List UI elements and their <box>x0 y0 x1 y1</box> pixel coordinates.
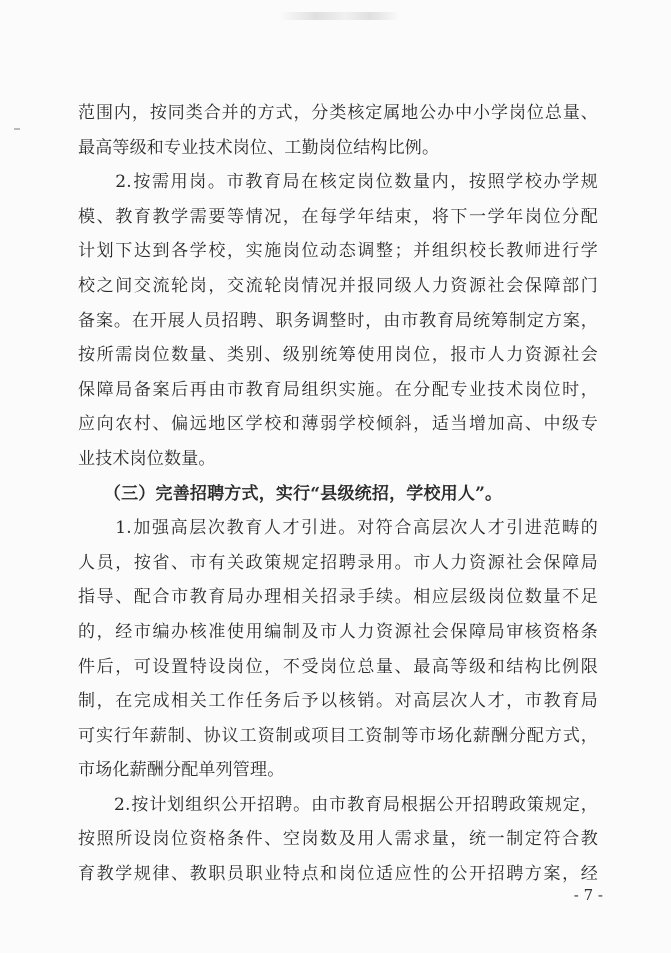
text-line: 育教学规律、教职员职业特点和岗位适应性的公开招聘方案，经 <box>78 864 598 885</box>
text-line: 计划下达到各学校，实施岗位动态调整；并组织校长教师进行学 <box>78 241 598 262</box>
text-line: 市场化薪酬分配单列管理。 <box>78 760 285 781</box>
text-line: 范围内，按同类合并的方式，分类核定属地公办中小学岗位总量、 <box>78 103 598 123</box>
scan-artifact-left <box>14 128 20 130</box>
text-line: 按所需岗位数量、类别、级别统筹使用岗位，报市人力资源社会 <box>78 345 598 366</box>
body-text <box>78 96 598 892</box>
text-line: 应向农村、偏远地区学校和薄弱学校倾斜，适当增加高、中级专 <box>78 414 598 435</box>
text-line: 最高等级和专业技术岗位、工勤岗位结构比例。 <box>78 137 440 158</box>
text-line: 的，经市编办核准使用编制及市人力资源社会保障局审核资格条 <box>78 621 598 642</box>
text-line: 按照所设岗位资格条件、空岗数及用人需求量，统一制定符合教 <box>78 829 598 850</box>
text-line: 2.按需用岗。市教育局在核定岗位数量内，按照学校办学规 <box>78 172 598 193</box>
text-line: 2.按计划组织公开招聘。由市教育局根据公开招聘政策规定， <box>78 794 598 815</box>
text-line: 指导、配合市教育局办理相关招录手续。相应层级岗位数量不足 <box>78 587 598 608</box>
text-line: 1.加强高层次教育人才引进。对符合高层次人才引进范畴的 <box>78 518 598 539</box>
text-line: 可实行年薪制、协议工资制或项目工资制等市场化薪酬分配方式， <box>78 725 598 746</box>
page-number: - 7 - <box>573 886 603 904</box>
text-line: 制，在完成相关工作任务后予以核销。对高层次人才，市教育局 <box>78 691 598 712</box>
text-line: 模、教育教学需要等情况，在每学年结束，将下一学年岗位分配 <box>78 206 598 227</box>
scan-artifact <box>280 12 400 20</box>
section-heading: （三）完善招聘方式，实行“县级统招，学校用人”。 <box>78 483 503 504</box>
text-line: 件后，可设置特设岗位，不受岗位总量、最高等级和结构比例限 <box>78 656 598 677</box>
text-line: 备案。在开展人员招聘、职务调整时，由市教育局统筹制定方案， <box>78 310 598 331</box>
text-line: 校之间交流轮岗，交流轮岗情况并报同级人力资源社会保障部门 <box>78 275 598 296</box>
text-line: 业技术岗位数量。 <box>78 448 216 469</box>
text-line: 人员，按省、市有关政策规定招聘录用。市人力资源社会保障局 <box>78 552 598 573</box>
text-line: 保障局备案后再由市教育局组织实施。在分配专业技术岗位时， <box>78 379 598 400</box>
